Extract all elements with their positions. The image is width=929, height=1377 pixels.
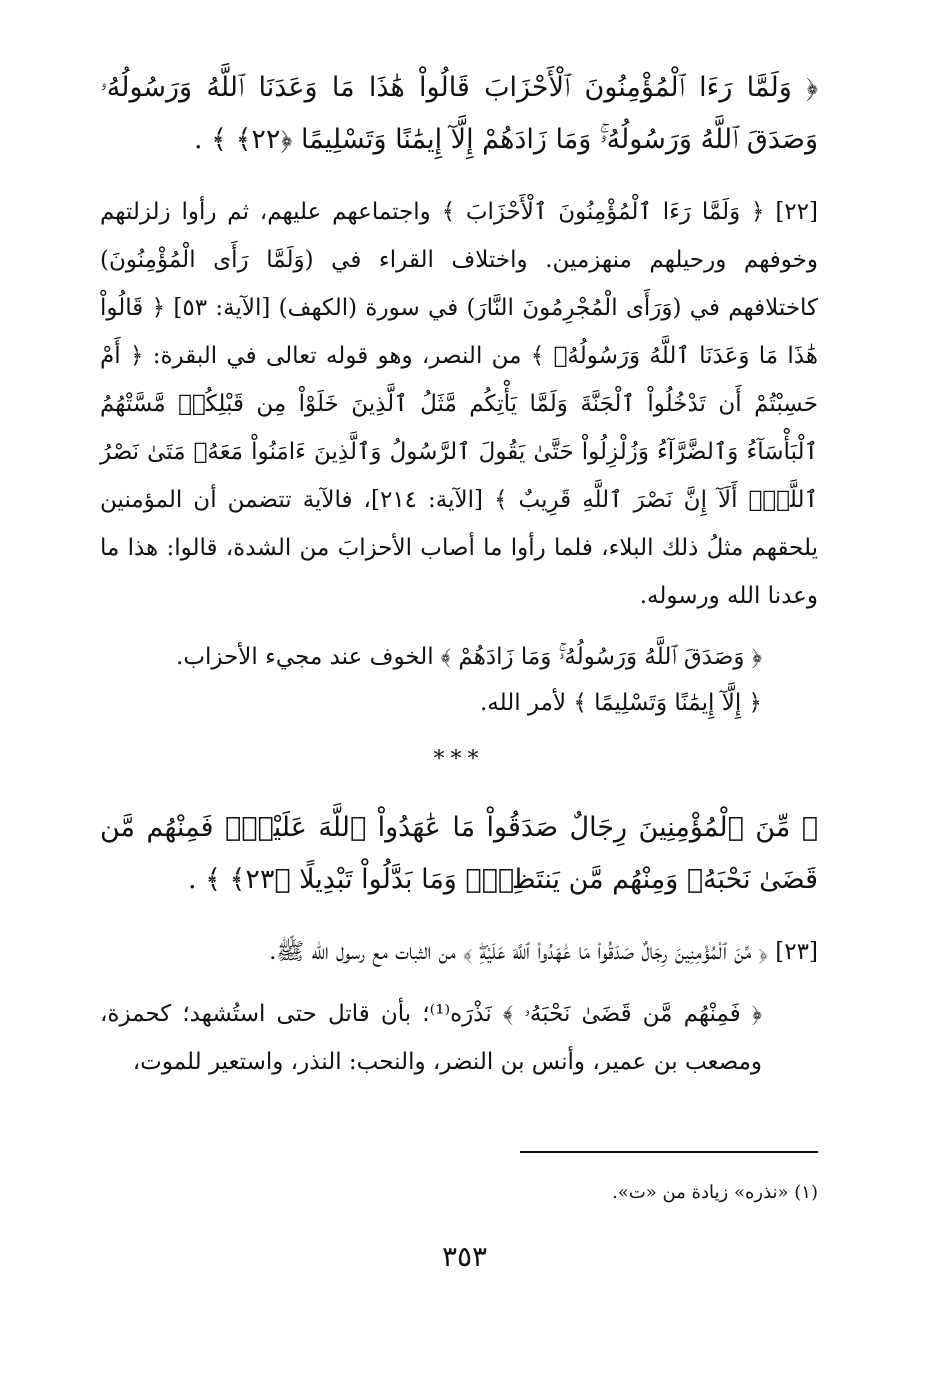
section-separator: *** bbox=[433, 747, 485, 772]
commentary-22-main: [٢٢] ﴿ وَلَمَّا رَءَا ٱلْمُؤْمِنُونَ ٱلْأَحْزَابَ ﴾ واجتماعهم عليهم، ثم رأوا زلزلتهم وخوفهم ورحيلهم منهزمين. واختلاف القراء في (وَلَمَّا رَأَى الْمُؤْمِنُونَ) كاختلافهم في (وَرَأَى الْمُجْرِمُونَ النَّارَ) في سورة (الكهف) [الآية: ٥٣] ﴿ قَالُواْ هَٰذَا مَا وَعَدَنَا ٱللَّهُ وَرَسُولُهُۥ ﴾ من النصر، وهو قوله تعالى في البقرة: ﴿ أَمْ حَسِبْتُمْ أَن تَدْخُلُواْ ٱلْجَنَّةَ وَلَمَّا يَأْتِكُم مَّثَلُ ٱلَّذِينَ خَلَوْاْ مِن قَبْلِكُمۖ مَّسَّتْهُمُ ٱلْبَأْسَآءُ وَٱلضَّرَّآءُ وَزُلْزِلُواْ حَتَّىٰ يَقُولَ ٱلرَّسُولُ وَٱلَّذِينَ ءَامَنُواْ مَعَهُۥ مَتَىٰ نَصْرُ ٱللَّهِۗ أَلَآ إِنَّ نَصْرَ ٱللَّهِ قَرِيبٌ ﴾ [الآية: ٢١٤]، فالآية تتضمن أن المؤمنين يلحقهم مثلُ ذلك البلاء، فلما رأوا ما أصاب الأحزابَ من الشدة، قالوا: هذا ما وعدنا الله ورسوله. bbox=[100, 199, 819, 609]
quran-verse-23: ﴿ مِّنَ ٱلْمُؤْمِنِينَ رِجَالٌ صَدَقُواْ مَا عَٰهَدُواْ ٱللَّهَ عَلَيْهِۖ فَمِنْهُم مَّن قَضَىٰ نَحْبَهُۥ وَمِنْهُم مَّن يَنتَظِرُۖ وَمَا بَدَّلُواْ تَبْدِيلًا ﴿٢٣﴾ ﴾ . bbox=[100, 812, 818, 895]
commentary-23-main: [٢٣] ﴿ مِّنَ ٱلْمُؤْمِنِينَ رِجَالٌ صَدَقُواْ مَا عَٰهَدُواْ ٱللَّهَ عَلَيْهِۖ ﴾ من الثبات مع رسول الله ﷺ. bbox=[269, 939, 818, 965]
quran-verse-22: ﴿ وَلَمَّا رَءَا ٱلْمُؤْمِنُونَ ٱلْأَحْزَابَ قَالُواْ هَٰذَا مَا وَعَدَنَا ٱللَّهُ وَرَسُولُهُۥ وَصَدَقَ ٱللَّهُ وَرَسُولُهُۥۚ وَمَا زَادَهُمْ إِلَّآ إِيمَٰنًا وَتَسْلِيمًا ﴿٢٢﴾ ﴾ . bbox=[100, 72, 818, 155]
page-number: ٣٥٣ bbox=[441, 1240, 488, 1273]
footnote: (١) «نذره» زيادة من «ت». bbox=[612, 1182, 818, 1203]
commentary-22-sub-1: ﴿ وَصَدَقَ ٱللَّهُ وَرَسُولُهُۥۚ وَمَا زَادَهُمْ ﴾ الخوف عند مجيء الأحزاب. bbox=[176, 644, 762, 670]
commentary-23-second: ﴿ فَمِنْهُم مَّن قَضَىٰ نَحْبَهُۥ ﴾ نَذْرَه⁽¹⁾؛ بأن قاتل حتى استُشهد؛ كحمزة، ومصعب بن عمير، وأنس بن النضر، والنحب: النذر، واستعير للموت، bbox=[100, 1001, 762, 1075]
footnote-divider bbox=[520, 1151, 818, 1153]
commentary-22-sub-2: ﴿ إِلَّآ إِيمَٰنًا وَتَسْلِيمًا ﴾ لأمر الله. bbox=[479, 690, 762, 716]
page-body bbox=[100, 62, 818, 1086]
